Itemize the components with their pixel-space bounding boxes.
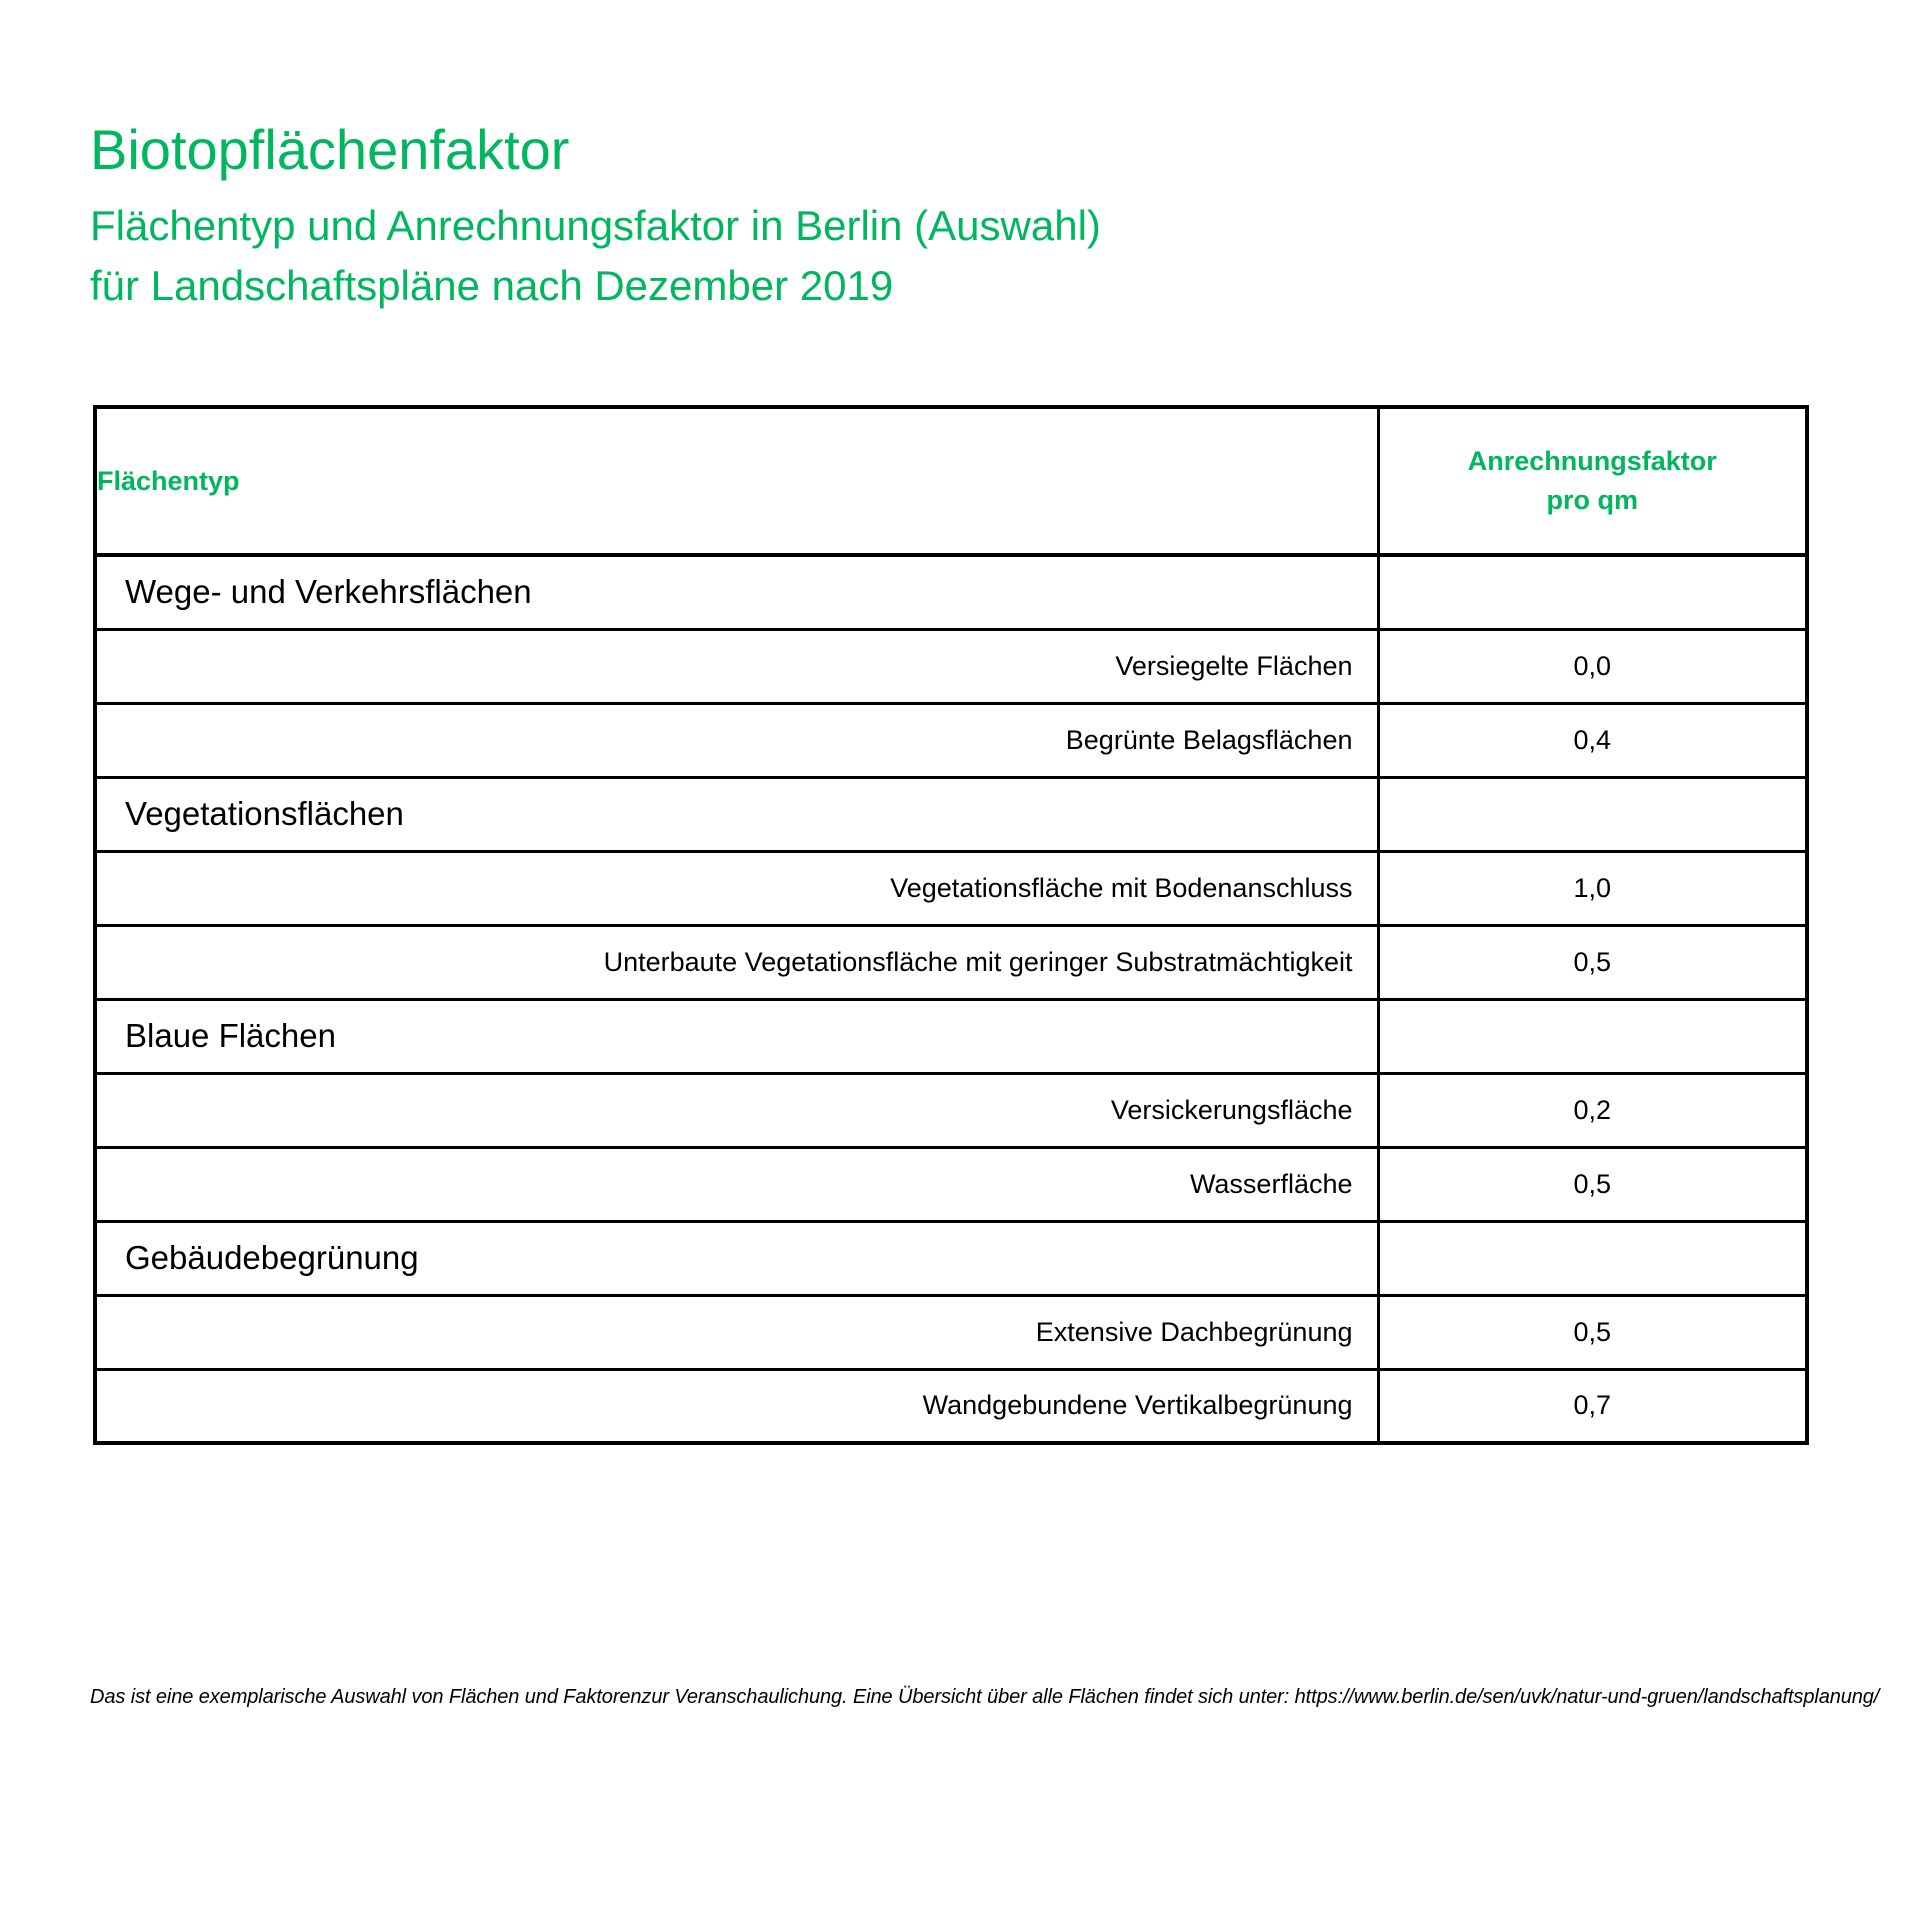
row-label: Versiegelte Flächen [95, 629, 1378, 703]
table-row-category [95, 555, 1807, 629]
title-block [90, 118, 1790, 316]
row-label: Vegetationsfläche mit Bodenanschluss [95, 851, 1378, 925]
column-header-line-1: Anrechnungsfaktor [1467, 445, 1717, 476]
row-value: 0,7 [1378, 1369, 1807, 1443]
row-label: Blaue Flächen [95, 999, 1378, 1073]
footnote-text: Das ist eine exemplarische Auswahl von Flächen und Faktorenzur Veranschaulichung. Eine Übersicht über alle Flächen findet sich unter: https://www.berlin.de/sen/uvk/natur-und-gruen/landschaftsplanung/ [90, 1686, 1880, 1708]
column-header-anrechnungsfaktor [1378, 407, 1807, 555]
row-label: Versickerungsfläche [95, 1073, 1378, 1147]
table-row-category [95, 777, 1807, 851]
page-title: Biotopflächenfaktor [90, 118, 570, 181]
table-row-category [95, 1221, 1807, 1295]
row-label: Wasserfläche [95, 1147, 1378, 1221]
table-row [95, 1147, 1807, 1221]
table-body [95, 555, 1807, 1443]
table-row [95, 851, 1807, 925]
row-value [1378, 777, 1807, 851]
row-value: 0,0 [1378, 629, 1807, 703]
row-label: Begrünte Belagsflächen [95, 703, 1378, 777]
row-label: Unterbaute Vegetationsfläche mit geringer Substratmächtigkeit [95, 925, 1378, 999]
row-value [1378, 999, 1807, 1073]
subtitle-line-2: für Landschaftspläne nach Dezember 2019 [90, 262, 894, 310]
row-label: Extensive Dachbegrünung [95, 1295, 1378, 1369]
table-row [95, 1369, 1807, 1443]
table-row [95, 925, 1807, 999]
row-value: 0,5 [1378, 925, 1807, 999]
table-row [95, 1295, 1807, 1369]
row-label: Wege- und Verkehrsflächen [95, 555, 1378, 629]
factor-table [93, 405, 1809, 1445]
row-value: 1,0 [1378, 851, 1807, 925]
table-row [95, 703, 1807, 777]
row-label: Vegetationsflächen [95, 777, 1378, 851]
row-value [1378, 1221, 1807, 1295]
table-row-category [95, 999, 1807, 1073]
row-value: 0,5 [1378, 1147, 1807, 1221]
column-header-flaechentyp: Flächentyp [95, 407, 1378, 555]
table-row [95, 629, 1807, 703]
row-value: 0,2 [1378, 1073, 1807, 1147]
table-row [95, 1073, 1807, 1147]
table-header-row [95, 407, 1807, 555]
column-header-line-2: pro qm [1546, 485, 1638, 515]
row-value: 0,5 [1378, 1295, 1807, 1369]
row-value: 0,4 [1378, 703, 1807, 777]
row-label: Wandgebundene Vertikalbegrünung [95, 1369, 1378, 1443]
row-value [1378, 555, 1807, 629]
factor-table-container [93, 405, 1805, 1445]
subtitle-line-1: Flächentyp und Anrechnungsfaktor in Berlin (Auswahl) [90, 202, 1101, 250]
row-label: Gebäudebegrünung [95, 1221, 1378, 1295]
